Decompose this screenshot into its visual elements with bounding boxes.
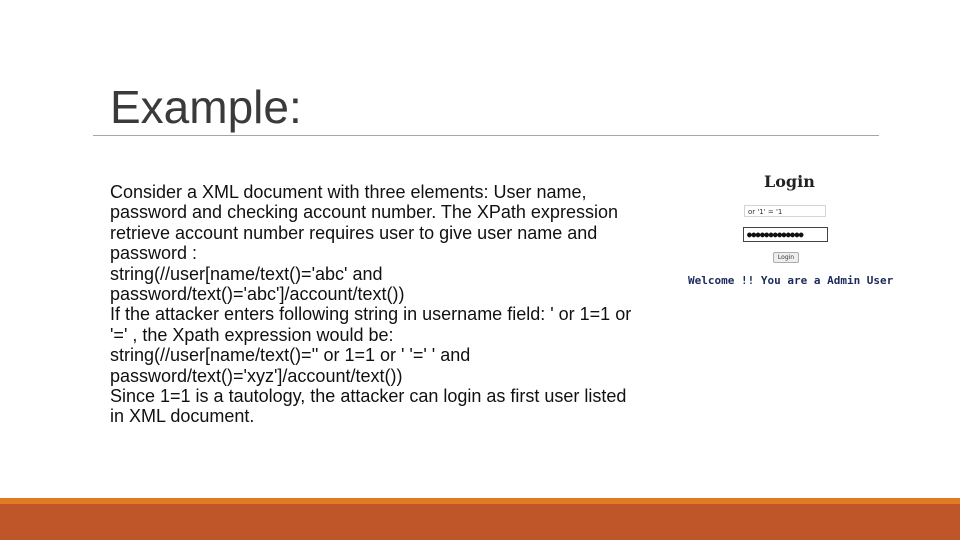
body-line: password : — [110, 243, 198, 264]
body-line: in XML document. — [110, 406, 255, 427]
body-line: Consider a XML document with three elements: User name, — [110, 182, 587, 202]
welcome-message: Welcome !! You are a Admin User — [688, 274, 894, 287]
body-line: password/text()='abc']/account/text()) — [110, 284, 405, 305]
body-line: string(//user[name/text()='' or 1=1 or ' '=' ' and — [110, 345, 471, 366]
username-field[interactable]: or '1' = '1 — [744, 205, 826, 217]
login-screenshot — [686, 168, 896, 298]
footer-band — [0, 504, 960, 540]
body-line: retrieve account number requires user to give user name and — [110, 222, 598, 243]
body-line: password and checking account number. The XPath expression — [110, 202, 618, 223]
slide-title: Example: — [110, 81, 302, 133]
body-line: If the attacker enters following string in username field: ' or 1=1 or — [110, 304, 632, 325]
body-line: string(//user[name/text()='abc' and — [110, 263, 383, 284]
password-field[interactable]: ●●●●●●●●●●●●● — [743, 227, 828, 242]
login-button[interactable]: Login — [773, 252, 799, 263]
body-line: Since 1=1 is a tautology, the attacker can login as first user listed — [110, 386, 627, 407]
login-heading: Login — [764, 172, 815, 191]
body-line: '=' , the Xpath expression would be: — [110, 324, 394, 345]
title-divider — [93, 135, 879, 136]
body-line: password/text()='xyz']/account/text()) — [110, 365, 403, 386]
slide-body — [110, 182, 646, 427]
